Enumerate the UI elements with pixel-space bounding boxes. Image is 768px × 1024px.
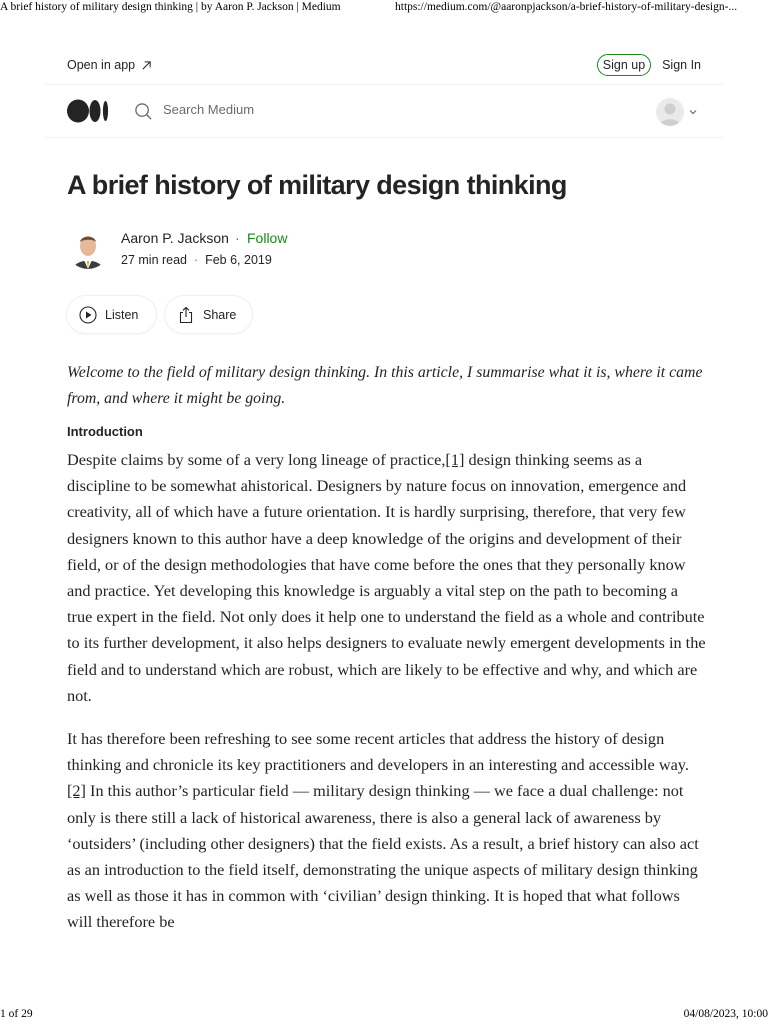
medium-logo-icon[interactable] <box>67 99 109 123</box>
sign-up-label: Sign up <box>602 58 646 72</box>
arrow-up-right-icon <box>141 60 152 71</box>
search-icon[interactable] <box>134 102 153 121</box>
paragraph <box>67 726 707 936</box>
footnote-link[interactable]: [1] <box>445 450 465 469</box>
article-actions <box>67 296 267 334</box>
listen-button[interactable] <box>67 296 156 333</box>
paragraph <box>67 447 707 709</box>
article-intro: Welcome to the field of military design thinking. In this article, I summarise what it is, where it came from, and where it might be going. <box>67 364 703 407</box>
share-button[interactable] <box>165 296 252 333</box>
open-in-app-link[interactable] <box>67 58 152 72</box>
print-page-number: 1 of 29 <box>0 1008 33 1020</box>
user-avatar-icon <box>656 98 684 126</box>
print-footer <box>0 1006 768 1024</box>
print-page-title: A brief history of military design thinking | by Aaron P. Jackson | Medium <box>0 1 341 13</box>
author-name[interactable]: Aaron P. Jackson <box>121 230 229 246</box>
user-menu-button[interactable] <box>656 97 702 127</box>
sign-up-button[interactable] <box>597 54 651 76</box>
chevron-down-icon <box>688 107 698 117</box>
article-title: A brief history of military design thinking <box>67 170 567 200</box>
paragraph-text: design thinking seems as a discipline to be somewhat ahistorical. Designers by nature focus on innovation, emergence and creativity, all of which have a future orientation. It is hardly surprising, therefore, that very few designers known to this author have a deep knowledge of the origins and development of their field, or of the design methodologies that have come before the ones that they personally know and practice. Yet developing this knowledge is arguably a vital step on the path to becoming a true expert in the field. Not only does it help one to understand the field as a whole and contribute to its further development, it also helps designers to evaluate newly emergent developments in the field and to understand which are robust, which are likely to be effective and why, and which are not. <box>67 450 706 705</box>
paragraph-text: It has therefore been refreshing to see some recent articles that address the history of design thinking and chronicle its key practitioners and developers in an interesting and accessible way. <box>67 729 689 775</box>
share-label: Share <box>203 307 237 322</box>
top-bar <box>67 50 701 80</box>
section-heading: Introduction <box>67 424 143 439</box>
nav-divider <box>45 137 723 138</box>
print-page-url: https://medium.com/@aaronpjackson/a-brief-history-of-military-design-... <box>395 1 738 13</box>
publish-date: Feb 6, 2019 <box>205 253 272 267</box>
nav-bar <box>45 85 723 137</box>
article-body <box>67 360 707 936</box>
print-datetime: 04/08/2023, 10:00 <box>683 1008 768 1020</box>
listen-label: Listen <box>105 307 139 322</box>
sign-in-link[interactable]: Sign In <box>662 58 701 72</box>
play-icon <box>79 306 97 324</box>
search-input[interactable] <box>163 102 363 117</box>
article-meta <box>121 253 272 267</box>
footnote-link[interactable]: [2] <box>67 781 86 801</box>
author-avatar[interactable] <box>67 227 109 269</box>
author-byline <box>67 226 467 272</box>
follow-button[interactable]: Follow <box>247 230 288 246</box>
print-header <box>0 0 768 16</box>
paragraph-text: In this author’s particular field — military design thinking — we face a dual challenge: not only is there still a lack of historical awareness, there is also a general lack of awareness by ‘outsiders’ (including other designers) that the field exists. As a result, a brief history can also act as an introduction to the field itself, demonstrating the unique aspects of military design thinking as well as those it has in common with ‘civilian’ design thinking. It is hoped that what follows will therefore be <box>67 781 699 932</box>
separator-dot: · <box>190 253 202 267</box>
paragraph-text: Despite claims by some of a very long lineage of practice, <box>67 450 446 469</box>
share-icon <box>177 306 195 324</box>
open-in-app-label: Open in app <box>67 58 136 72</box>
read-time: 27 min read <box>121 253 188 267</box>
separator-dot: · <box>235 230 240 246</box>
